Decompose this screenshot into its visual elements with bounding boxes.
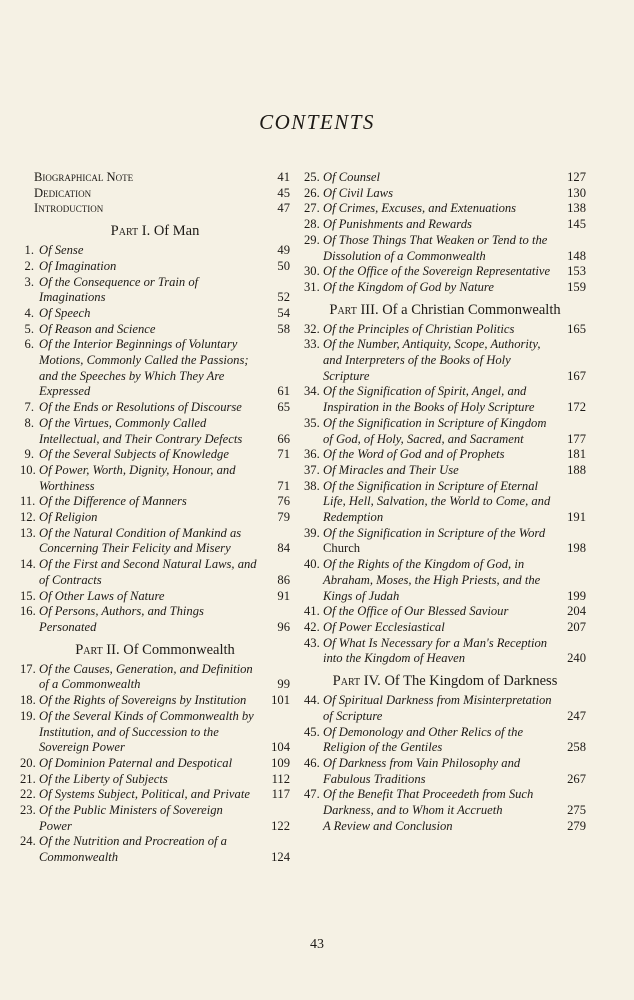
entry-title [39,709,258,756]
entry-title-text: Of the Difference of Manners [39,494,187,509]
entry-title-text: Of the Number, Antiquity, Scope, Authority, and Interpreters of the Books of Holy Scripture [323,337,541,383]
chapter-number: 10. [20,462,36,477]
toc-right-column [304,170,586,834]
chapter-entry [304,557,586,604]
part-title: Of a Christian Commonwealth [382,301,561,318]
entry-title [323,756,554,787]
part-heading [304,302,586,319]
page-ref: 104 [271,740,290,755]
page-ref: 61 [277,384,290,399]
entry-title-text: Of the Rights of the Kingdom of God, in Abraham, Moses, the High Priests, and the Kings of Judah [323,557,541,603]
entry-title [39,337,258,400]
chapter-number: 34. [304,384,320,399]
entry-title-text: Of the Several Subjects of Knowledge [39,447,229,462]
page-ref: 188 [567,462,586,477]
entry-title [39,306,258,322]
chapter-entry [304,479,586,526]
chapter-number: 11. [20,494,36,509]
entry-title-text: A Review and Conclusion [323,818,453,833]
entry-title [39,447,258,463]
chapter-number: 15. [20,588,36,603]
entry-title [39,604,258,635]
entry-title-text: Of the Natural Condition of Mankind as Concerning Their Felicity and Misery [39,525,242,556]
entry-title-text: Of Miracles and Their Use [323,462,459,477]
chapter-number: 31. [304,279,320,294]
chapter-number: 23. [20,803,36,818]
entry-title [323,384,554,415]
part-title: Of Commonwealth [123,641,235,658]
page-ref: 66 [277,431,290,446]
chapter-entry [20,662,290,693]
entry-title [323,337,554,384]
entry-title [323,416,554,447]
chapter-entry [20,557,290,588]
chapter-number: 45. [304,724,320,739]
entry-title-text: Introduction [34,201,104,216]
chapter-number: 2. [24,258,34,273]
entry-title-text: Of Speech [39,305,91,320]
chapter-number: 36. [304,447,320,462]
page-ref: 181 [567,447,586,462]
chapter-entry [304,526,586,557]
entry-title [323,819,554,835]
page-ref: 159 [567,279,586,294]
page-ref: 96 [277,619,290,634]
chapter-number: 4. [24,305,34,320]
entry-title [39,662,258,693]
page-ref: 153 [567,264,586,279]
page-ref: 101 [271,693,290,708]
entry-title-roman: Church [323,541,361,556]
page-ref: 130 [567,185,586,200]
chapter-entry [304,217,586,233]
page-ref: 247 [567,708,586,723]
page-ref: 240 [567,651,586,666]
chapter-number: 27. [304,201,320,216]
entry-title [34,170,258,186]
entry-title-text: Of the Several Kinds of Commonwealth by Institution, and of Succession to the Sovereign Power [39,708,254,755]
entry-title-text: Of the Consequence or Train of Imaginations [39,274,199,305]
chapter-entry [304,725,586,756]
page-ref: 84 [277,541,290,556]
part-title: Of Man [153,223,200,240]
entry-title [39,526,258,557]
chapter-entry [20,243,290,259]
entry-title [323,233,554,264]
chapter-entry [20,589,290,605]
entry-title-text: Dedication [34,185,92,200]
chapter-number: 37. [304,462,320,477]
chapter-number: 35. [304,415,320,430]
page-ref: 148 [567,248,586,263]
entry-title-text: Of Religion [39,510,98,525]
entry-title-text: Of Demonology and Other Relics of the Religion of the Gentiles [323,724,524,755]
entry-title [39,243,258,259]
chapter-number: 47. [304,787,320,802]
page-ref: 267 [567,771,586,786]
chapter-entry [20,400,290,416]
chapter-entry [20,787,290,803]
entry-title-text: Of the Causes, Generation, and Definition of a Commonwealth [39,661,253,692]
entry-title-text: Of Civil Laws [323,185,393,200]
chapter-entry [304,756,586,787]
chapter-entry [304,280,586,296]
chapter-entry [304,693,586,724]
page-ref: 198 [567,541,586,556]
chapter-number: 22. [20,787,36,802]
entry-title [323,526,554,557]
chapter-entry [20,306,290,322]
chapter-entry [304,787,586,818]
entry-title [39,756,258,772]
toc-left-column [20,170,290,866]
chapter-entry [304,447,586,463]
chapter-number: 28. [304,217,320,232]
chapter-number: 33. [304,337,320,352]
chapter-entry [304,322,586,338]
entry-title-text: Of the Public Ministers of Sovereign Power [39,803,223,833]
entry-title [323,201,554,217]
page-ref: 99 [277,677,290,692]
chapter-entry [20,337,290,400]
entry-title [39,693,258,709]
entry-title [39,510,258,526]
entry-title [323,479,554,526]
part-title: Of The Kingdom of Darkness [384,673,558,690]
page-ref: 204 [567,604,586,619]
page-ref: 41 [277,170,290,184]
chapter-number: 9. [24,447,34,462]
chapter-number: 42. [304,619,320,634]
entry-title [39,322,258,338]
entry-title [39,400,258,416]
page-ref: 127 [567,170,586,184]
chapter-number: 1. [24,243,34,258]
chapter-entry [304,620,586,636]
chapter-entry [304,604,586,620]
entry-title-text: Of the Word of God and of Prophets [323,447,505,462]
page-ref: 47 [277,201,290,216]
entry-title-text: Of the Ends or Resolutions of Discourse [39,400,242,415]
entry-title-text: Of Power, Worth, Dignity, Honour, and Worthiness [39,462,236,493]
chapter-number: 19. [20,708,36,723]
entry-title [323,620,554,636]
entry-title [323,557,554,604]
chapter-number: 17. [20,661,36,676]
entry-title-text: Of the Signification in Scripture of Kingdom of God, of Holy, Sacred, and Sacrament [323,415,547,446]
part-heading [304,673,586,690]
entry-title [39,494,258,510]
entry-title [323,217,554,233]
entry-title-text: Of the First and Second Natural Laws, and of Contracts [39,557,257,587]
chapter-entry [20,447,290,463]
entry-title-text: Of the Liberty of Subjects [39,771,168,786]
chapter-entry [304,384,586,415]
entry-title-text: Of the Signification in Scripture of Eternal Life, Hell, Salvation, the World to Come, and Redemption [323,478,551,525]
entry-title [39,772,258,788]
chapter-number: 32. [304,321,320,336]
chapter-entry [304,416,586,447]
entry-title-text: Of Persons, Authors, and Things Personated [39,604,204,634]
entry-title [323,604,554,620]
entry-title [323,725,554,756]
entry-title-text: Of Dominion Paternal and Despotical [39,755,233,770]
entry-title-text: Of the Office of the Sovereign Representative [323,264,551,279]
page-ref: 50 [277,258,290,273]
chapter-number: 16. [20,604,36,619]
entry-title [323,447,554,463]
page-ref: 52 [277,290,290,305]
page-ref: 45 [277,185,290,200]
page-ref: 279 [567,818,586,833]
entry-title-text: Of the Signification of Spirit, Angel, and Inspiration in the Books of Holy Scripture [323,384,535,415]
entry-title [323,463,554,479]
entry-title-text: Of Sense [39,243,84,258]
entry-title-text: Of the Kingdom of God by Nature [323,279,494,294]
page-ref: 91 [277,588,290,603]
page-ref: 58 [277,321,290,336]
chapter-entry [304,819,586,835]
chapter-entry [20,803,290,834]
chapter-number: 24. [20,834,36,849]
page-ref: 207 [567,619,586,634]
front-matter-entry [20,186,290,202]
chapter-entry [20,693,290,709]
entry-title [39,259,258,275]
entry-title [39,803,258,834]
entry-title [39,463,258,494]
entry-title-text: Of the Signification in Scripture of the Word [323,525,546,540]
chapter-entry [20,526,290,557]
page-ref: 49 [277,243,290,258]
page-ref: 117 [271,787,290,802]
page-ref: 86 [277,572,290,587]
chapter-number: 12. [20,510,36,525]
chapter-number: 14. [20,557,36,572]
entry-title [34,201,258,217]
chapter-entry [20,834,290,865]
chapter-number: 7. [24,400,34,415]
chapter-number: 8. [24,415,34,430]
chapter-number: 30. [304,264,320,279]
page-ref: 124 [271,850,290,865]
chapter-entry [20,756,290,772]
chapter-entry [20,275,290,306]
chapter-number: 29. [304,232,320,247]
page-ref: 191 [567,510,586,525]
chapter-number: 44. [304,693,320,708]
page-ref: 76 [277,494,290,509]
chapter-number: 5. [24,321,34,336]
entry-title-text: Of Punishments and Rewards [323,217,472,232]
page-ref: 71 [277,478,290,493]
entry-title [323,787,554,818]
page-ref: 54 [277,305,290,320]
chapter-entry [20,772,290,788]
entry-title-text: Of the Rights of Sovereigns by Institution [39,693,247,708]
chapter-number: 25. [304,170,320,184]
entry-title-text: Of the Nutrition and Procreation of a Commonwealth [39,834,227,865]
entry-title-text: Of What Is Necessary for a Man's Reception into the Kingdom of Heaven [323,635,548,666]
chapter-number: 3. [24,274,34,289]
entry-title-text: Of Crimes, Excuses, and Extenuations [323,201,517,216]
entry-title [39,557,258,588]
entry-title [323,693,554,724]
page-ref: 145 [567,217,586,232]
chapter-entry [20,494,290,510]
chapter-number: 38. [304,478,320,493]
page-ref: 122 [271,818,290,833]
entry-title-text: Of Imagination [39,258,117,273]
entry-title-text: Of the Principles of Christian Politics [323,321,515,336]
entry-title [323,280,554,296]
chapter-entry [20,604,290,635]
page-ref: 258 [567,740,586,755]
chapter-number: 26. [304,185,320,200]
chapter-entry [20,463,290,494]
chapter-number: 46. [304,755,320,770]
page-ref: 177 [567,431,586,446]
part-label: Part I. [110,223,151,240]
entry-title-text: Of the Office of Our Blessed Saviour [323,604,509,619]
entry-title [39,834,258,865]
entry-title [323,636,554,667]
page-ref: 71 [277,447,290,462]
entry-title-text: Of Other Laws of Nature [39,588,165,603]
chapter-entry [304,233,586,264]
entry-title [323,186,554,202]
page-ref: 138 [567,201,586,216]
page-ref: 65 [277,400,290,415]
chapter-entry [20,510,290,526]
chapter-number: 21. [20,771,36,786]
chapter-entry [304,463,586,479]
entry-title-text: Of Reason and Science [39,321,156,336]
entry-title [39,787,258,803]
chapter-number: 41. [304,604,320,619]
page-ref: 275 [567,803,586,818]
chapter-number: 20. [20,755,36,770]
entry-title [34,186,258,202]
entry-title-text: Of Darkness from Vain Philosophy and Fabulous Traditions [323,755,521,786]
chapter-entry [20,416,290,447]
chapter-entry [20,322,290,338]
page-number: 43 [310,937,324,952]
entry-title-text: Of the Virtues, Commonly Called Intellectual, and Their Contrary Defects [39,415,243,446]
entry-title-text: Of the Interior Beginnings of Voluntary Motions, Commonly Called the Passions; and the Speeches by Which They Are Expressed [39,337,249,399]
part-heading [20,642,290,659]
page-ref: 112 [271,771,290,786]
page-ref: 109 [271,755,290,770]
chapter-number: 13. [20,525,36,540]
chapter-number: 18. [20,693,36,708]
page-ref: 167 [567,368,586,383]
page-ref: 199 [567,588,586,603]
page-ref: 165 [567,321,586,336]
chapter-entry [20,709,290,756]
entry-title [39,275,258,306]
chapter-entry [304,337,586,384]
entry-title-text: Biographical Note [34,170,134,184]
entry-title-text: Of Those Things That Weaken or Tend to the Dissolution of a Commonwealth [323,232,548,263]
entry-title-text: Of the Benefit That Proceedeth from Such Darkness, and to Whom it Accrueth [323,787,534,818]
chapter-number: 6. [24,337,34,352]
part-label: Part III. [329,301,379,318]
part-heading [20,223,290,240]
part-label: Part IV. [332,673,381,690]
entry-title-text: Of Counsel [323,170,381,184]
entry-title-text: Of Power Ecclesiastical [323,619,445,634]
front-matter-entry [20,170,290,186]
chapter-number: 39. [304,525,320,540]
chapter-entry [304,264,586,280]
chapter-entry [304,170,586,186]
chapter-entry [304,636,586,667]
page-ref: 79 [277,510,290,525]
entry-title [39,416,258,447]
entry-title [39,589,258,605]
page-ref: 172 [567,400,586,415]
entry-title [323,264,554,280]
contents-title: CONTENTS [259,110,375,134]
chapter-entry [20,259,290,275]
entry-title [323,322,554,338]
front-matter-entry [20,201,290,217]
chapter-number: 43. [304,635,320,650]
chapter-entry [304,186,586,202]
entry-title [323,170,554,186]
chapter-number: 40. [304,557,320,572]
part-label: Part II. [75,641,120,658]
entry-title-text: Of Spiritual Darkness from Misinterpretation of Scripture [323,693,552,723]
chapter-entry [304,201,586,217]
entry-title-text: Of Systems Subject, Political, and Private [39,787,250,802]
